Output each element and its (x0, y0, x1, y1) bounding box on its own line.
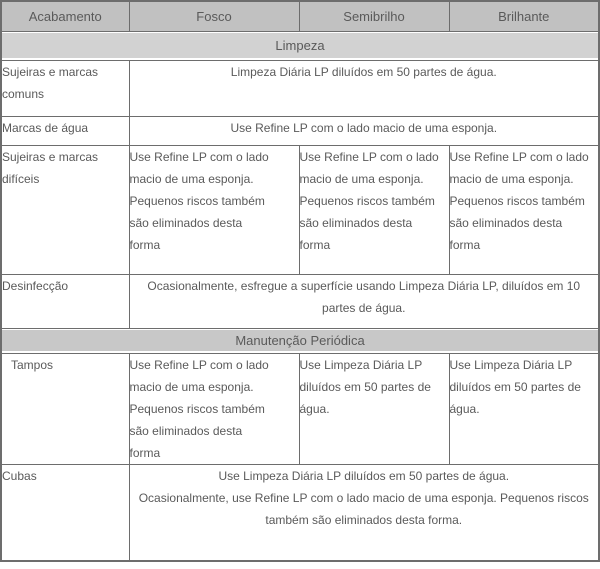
treatment-span: Ocasionalmente, esfregue a superfície usando Limpeza Diária LP, diluídos em 10 partes de água. (129, 274, 599, 328)
treatment-cell-semibrilho (299, 145, 449, 274)
column-header-fosco: Fosco (129, 1, 299, 31)
row-label: Sujeiras e marcas difíceis (1, 145, 129, 274)
row-label: Desinfecção (1, 274, 129, 328)
table-row-cubas (1, 464, 599, 561)
section-cell (1, 328, 599, 353)
row-label: Sujeiras e marcas comuns (1, 60, 129, 116)
treatment-text: Use Refine LP com o lado macio de uma esponja. Pequenos riscos também são eliminados desta forma (129, 149, 269, 252)
section-title-manutencao: Manutenção Periódica (2, 330, 598, 351)
section-row-limpeza (1, 31, 599, 60)
section-cell (1, 31, 599, 60)
column-header-brilhante: Brilhante (449, 1, 599, 31)
treatment-line: Use Limpeza Diária LP diluídos em 50 partes de água. (218, 468, 510, 483)
treatment-span: Use Refine LP com o lado macio de uma esponja. (129, 116, 599, 145)
row-label: Cubas (1, 464, 129, 561)
column-header-acabamento: Acabamento (1, 1, 129, 31)
treatment-cell-brilhante (449, 145, 599, 274)
table-row-sujeiras-comuns (1, 60, 599, 116)
treatment-span: Limpeza Diária LP diluídos em 50 partes de água. (129, 60, 599, 116)
table-row-desinfeccao (1, 274, 599, 328)
table-row-tampos (1, 353, 599, 464)
treatment-text: Use Refine LP com o lado macio de uma esponja. Pequenos riscos também são eliminados desta forma (129, 357, 269, 460)
treatment-span (129, 464, 599, 561)
treatment-cell-fosco (129, 145, 299, 274)
treatment-cell-brilhante (449, 353, 599, 464)
treatment-text: Use Limpeza Diária LP diluídos em 50 partes de água. (449, 357, 581, 416)
table-row-marcas-agua (1, 116, 599, 145)
row-label: Marcas de água (1, 116, 129, 145)
treatment-text: Use Limpeza Diária LP diluídos em 50 partes de água. (299, 357, 431, 416)
treatment-text: Use Refine LP com o lado macio de uma esponja. Pequenos riscos também são eliminados desta forma (299, 149, 439, 252)
treatment-cell-fosco (129, 353, 299, 464)
treatment-text: Use Refine LP com o lado macio de uma esponja. Pequenos riscos também são eliminados desta forma (449, 149, 589, 252)
row-label: Tampos (1, 353, 129, 464)
section-row-manutencao (1, 328, 599, 353)
table-header-row (1, 1, 599, 31)
column-header-semibrilho: Semibrilho (299, 1, 449, 31)
treatment-cell-semibrilho (299, 353, 449, 464)
treatment-line: Ocasionalmente, use Refine LP com o lado macio de uma esponja. Pequenos riscos também são eliminados desta forma. (138, 490, 589, 527)
table-row-sujeiras-dificeis (1, 145, 599, 274)
section-title-limpeza: Limpeza (2, 33, 598, 58)
